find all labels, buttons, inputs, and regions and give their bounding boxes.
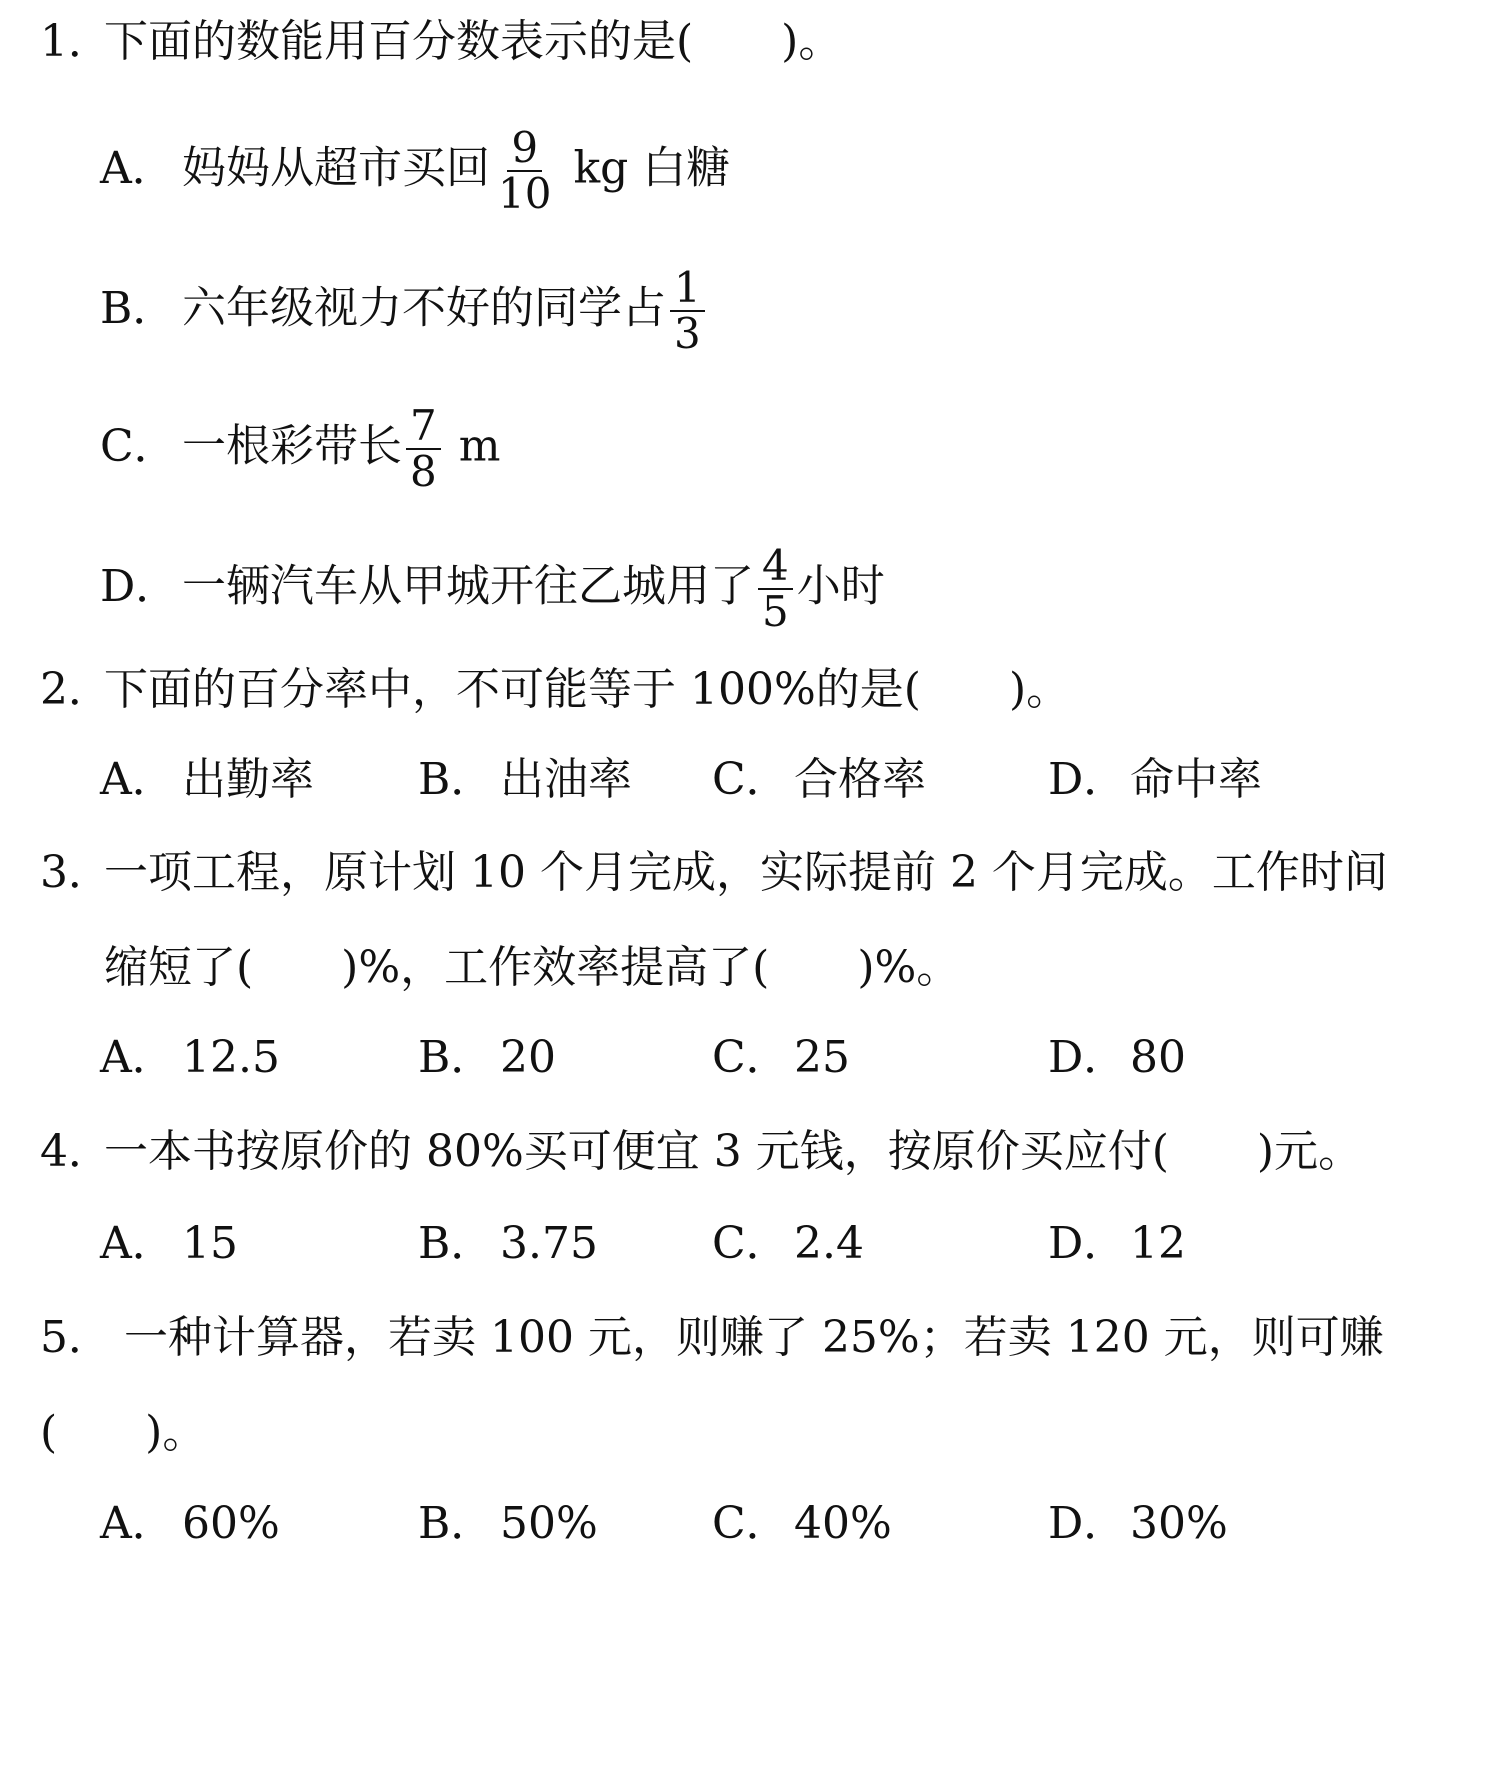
question-number: 4．: [40, 1126, 112, 1177]
option-label: D．: [100, 560, 180, 612]
option-text: kg 白糖: [559, 142, 731, 194]
option-text: m: [444, 420, 501, 472]
question-number: 2．: [40, 664, 112, 715]
question-1-option-d[interactable]: [100, 541, 885, 636]
option-text: 2.4: [794, 1218, 864, 1269]
question-3-option-c[interactable]: [712, 1030, 850, 1086]
option-text: 妈妈从超市买回: [182, 142, 490, 194]
question-5-stem-line2: [40, 1405, 206, 1461]
stem-text: 下面的百分率中，不可能等于 100%的是(: [104, 664, 921, 715]
option-label: B．: [418, 1218, 495, 1269]
question-2-option-a[interactable]: [100, 752, 314, 808]
stem-text: 缩短了(: [104, 942, 254, 993]
question-2-option-b[interactable]: [418, 752, 632, 808]
option-label: B．: [418, 754, 495, 805]
option-label: B．: [418, 1498, 495, 1549]
fraction-numerator: 9: [507, 126, 542, 172]
question-5-option-c[interactable]: [712, 1496, 892, 1552]
option-text: 小时: [796, 560, 885, 612]
question-1-option-c[interactable]: [100, 401, 501, 496]
fraction: [494, 123, 555, 218]
option-label: C．: [712, 1032, 790, 1083]
fraction: [406, 401, 441, 496]
question-4-option-b[interactable]: [418, 1216, 598, 1272]
option-text: 3.75: [500, 1218, 598, 1269]
question-5-option-b[interactable]: [418, 1496, 598, 1552]
option-text: 60%: [182, 1498, 280, 1549]
option-text: 命中率: [1130, 754, 1262, 805]
stem-text: (: [40, 1407, 58, 1458]
option-label: A．: [100, 1032, 176, 1083]
option-label: D．: [1048, 1218, 1128, 1269]
option-label: D．: [1048, 1032, 1128, 1083]
option-text: 出油率: [500, 754, 632, 805]
fraction-numerator: 4: [758, 544, 793, 590]
stem-text: )。: [1008, 664, 1071, 715]
question-3-stem-line2: [104, 940, 960, 996]
stem-text: 下面的数能用百分数表示的是(: [104, 16, 694, 67]
question-3-option-a[interactable]: [100, 1030, 280, 1086]
option-text: 一根彩带长: [182, 420, 402, 472]
option-text: 合格率: [794, 754, 926, 805]
stem-text: 一种计算器，若卖 100 元，则赚了 25%；若卖 120 元，则可赚: [124, 1312, 1384, 1363]
question-3-option-d[interactable]: [1048, 1030, 1186, 1086]
option-label: C．: [712, 1498, 790, 1549]
question-4-option-c[interactable]: [712, 1216, 864, 1272]
option-label: D．: [1048, 1498, 1128, 1549]
option-text: 一辆汽车从甲城开往乙城用了: [182, 560, 754, 612]
stem-text: 一本书按原价的 80%买可便宜 3 元钱，按原价买应付(: [104, 1126, 1169, 1177]
option-label: C．: [712, 1218, 790, 1269]
question-number: 3．: [40, 847, 112, 898]
fraction: [758, 541, 793, 636]
option-label: C．: [712, 754, 790, 805]
fraction-denominator: 8: [410, 447, 437, 496]
stem-text: )。: [145, 1407, 207, 1458]
fraction-numerator: 1: [670, 266, 705, 312]
question-2-option-c[interactable]: [712, 752, 926, 808]
option-label: B．: [418, 1032, 495, 1083]
option-text: 六年级视力不好的同学占: [182, 282, 666, 334]
question-1-option-a[interactable]: [100, 123, 731, 218]
option-text: 20: [500, 1032, 556, 1083]
option-label: A．: [100, 142, 176, 194]
question-5-option-a[interactable]: [100, 1496, 280, 1552]
question-4-stem: [40, 1124, 1362, 1180]
question-4-option-d[interactable]: [1048, 1216, 1186, 1272]
option-text: 50%: [500, 1498, 598, 1549]
stem-text: )%，工作效率提高了(: [341, 942, 770, 993]
option-text: 12.5: [182, 1032, 280, 1083]
option-text: 30%: [1130, 1498, 1228, 1549]
question-1-stem: [40, 14, 842, 70]
fraction-numerator: 7: [406, 404, 441, 450]
option-text: 80: [1130, 1032, 1186, 1083]
fraction-denominator: 10: [498, 169, 552, 218]
question-4-option-a[interactable]: [100, 1216, 238, 1272]
option-text: 出勤率: [182, 754, 314, 805]
question-2-stem: [40, 662, 1070, 718]
question-3-stem-line1: [40, 845, 1388, 901]
question-2-option-d[interactable]: [1048, 752, 1262, 808]
option-label: D．: [1048, 754, 1128, 805]
option-text: 25: [794, 1032, 850, 1083]
stem-text: )元。: [1256, 1126, 1363, 1177]
stem-text: )%。: [857, 942, 961, 993]
question-number: 5．: [40, 1312, 112, 1363]
question-5-option-d[interactable]: [1048, 1496, 1228, 1552]
fraction: [670, 263, 705, 358]
option-text: 12: [1130, 1218, 1186, 1269]
option-label: A．: [100, 754, 176, 805]
question-5-stem-line1: [40, 1310, 1384, 1366]
stem-text: )。: [781, 16, 843, 67]
fraction-denominator: 3: [674, 309, 701, 358]
question-1-option-b[interactable]: [100, 263, 709, 358]
option-label: B．: [100, 282, 177, 334]
option-label: C．: [100, 420, 178, 472]
option-label: A．: [100, 1498, 176, 1549]
question-number: 1．: [40, 16, 112, 67]
question-3-option-b[interactable]: [418, 1030, 556, 1086]
stem-text: 一项工程，原计划 10 个月完成，实际提前 2 个月完成。工作时间: [104, 847, 1388, 898]
option-text: 40%: [794, 1498, 892, 1549]
fraction-denominator: 5: [762, 587, 789, 636]
option-text: 15: [182, 1218, 238, 1269]
option-label: A．: [100, 1218, 176, 1269]
